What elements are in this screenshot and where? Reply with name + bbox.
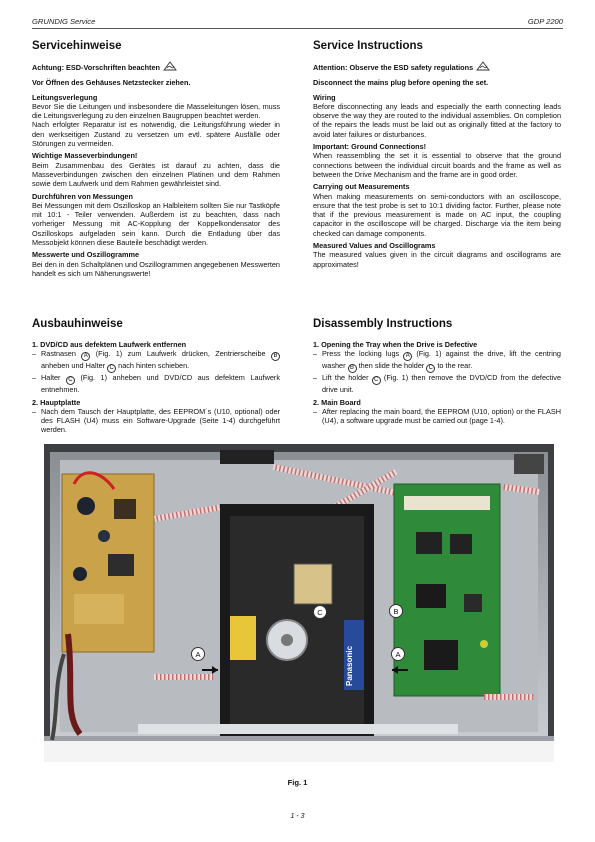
laser-label <box>230 616 256 660</box>
esd-attention-en: Attention: Observe the ESD safety regulations <box>313 61 561 72</box>
measure-text-de: Bei Messungen mit dem Oszilloskop an Halbleitern sollten Sie nur Tastköpfe mit 10:1 - Teiler verwenden. Außerdem ist zu beachten, dass nach vorheriger Messung mit AC-Kopplung der Koppelkondensator des Oszilloskops aufgeladen sein kann. Durch die Entladung über das Messobjekt können diese Bauteile beschädigt werden. <box>32 200 280 248</box>
disassembly-de <box>32 318 280 435</box>
esd-warning-icon <box>163 61 177 71</box>
wiring-text2-de: Nach erfolgter Reparatur ist es notwendig, die Leitungsführung wieder in den werkseitigen Zustand zu versetzen um evtl. spätere Ausfälle oder Störungen zu vermeiden. <box>32 120 280 149</box>
esd-attention-de: Achtung: ESD-Vorschriften beachten <box>32 61 280 72</box>
mains-warning-en: Disconnect the mains plug before opening the set. <box>313 78 489 88</box>
drive-brand-text: Panasonic <box>345 645 354 686</box>
disassembly-title-de: Ausbauhinweise <box>32 318 123 330</box>
measure-heading-de: Durchführen von Messungen <box>32 191 133 201</box>
marker-c: C <box>107 364 116 373</box>
mains-warning-de: Vor Öffnen des Gehäuses Netzstecker ziehen. <box>32 78 191 88</box>
marker-c: C <box>66 376 75 385</box>
measure-heading-en: Carrying out Measurements <box>313 182 410 192</box>
measure-text-en: When making measurements on semi-conductors with an oscilloscope, ensure that the test probe is set to 10:1 dividing factor. Further, please note that if the previous measurement is made on AC input, the coupling capacitor in the oscilloscope will be charged. Discharge via the item being checked can damage components. <box>313 191 561 238</box>
ground-text-en: When reassembling the set it is essential to observe that the ground connections between the individual circuit boards and the frame as well as between the Drive Mechanism and the frame are in good order. <box>313 151 561 179</box>
marker-b: B <box>271 352 280 361</box>
service-title-de: Servicehinweise <box>32 40 122 52</box>
marker-a: A <box>81 352 90 361</box>
values-text-en: The measured values given in the circuit diagrams and oscillograms are approximates! <box>313 250 561 269</box>
esd-warning-icon <box>476 61 490 71</box>
chassis-illustration <box>44 444 554 762</box>
step2-item1-de: – Nach dem Tausch der Hauptplatte, des EEPROM´s (U10, optional) oder des FLASH (U4) muss ein Software-Upgrade (Seite 1-4) durchgeführt werden. <box>32 407 280 435</box>
wiring-text-de: Bevor Sie die Leitungen und insbesondere die Masseleitungen lösen, muss die Leitungsverlegung zu den einzelnen Baugruppen beachtet werden. <box>32 101 280 121</box>
wiring-heading-en: Wiring <box>313 92 336 102</box>
service-notes-en <box>313 40 561 272</box>
service-notes-de <box>32 40 280 281</box>
step1-item1-en: – Press the locking lugs A (Fig. 1) against the drive, lift the centring washer B then slide the holder C to the rear. <box>313 349 561 373</box>
header-model: GDP 2200 <box>527 17 563 26</box>
service-title-en: Service Instructions <box>313 40 423 52</box>
page-number: 1 - 3 <box>290 813 305 820</box>
marker-c: C <box>372 376 381 385</box>
values-heading-en: Measured Values and Oscillograms <box>313 241 436 251</box>
values-text-de: Bei den in den Schaltplänen und Oszillogrammen angegebenen Messwerten handelt es sich um Näherungswerte! <box>32 259 280 278</box>
rear-connector <box>220 450 274 464</box>
step2-heading-en: 2. Main Board <box>313 397 361 407</box>
svg-text:B: B <box>393 607 399 616</box>
svg-text:C: C <box>317 608 323 617</box>
svg-text:A: A <box>395 650 401 659</box>
ground-heading-en: Important: Ground Connections! <box>313 142 427 152</box>
disassembly-title-en: Disassembly Instructions <box>313 318 453 330</box>
step1-item1-de: – Rastnasen A (Fig. 1) zum Laufwerk drücken, Zentrierscheibe B anheben und Halter C nach hinten schieben. <box>32 349 280 373</box>
wiring-text-en: Before disconnecting any leads and especially the earth connecting leads observe the way they are routed to the individual assemblies. On completion of the repairs the leads must be laid out as originally fitted at the factory to avoid later failures or disturbances. <box>313 101 561 139</box>
step2-heading-de: 2. Hauptplatte <box>32 397 81 407</box>
header-brand: GRUNDIG Service <box>32 17 96 26</box>
step1-item2-en: – Lift the holder C (Fig. 1) then remove the DVD/CD from the defective drive unit. <box>313 373 561 394</box>
wiring-heading-de: Leitungsverlegung <box>32 92 98 102</box>
svg-text:A: A <box>195 650 201 659</box>
step1-heading-de: 1. DVD/CD aus defektem Laufwerk entfernen <box>32 340 187 349</box>
marker-a: A <box>403 352 412 361</box>
header-rule <box>32 28 563 29</box>
chassis-photo <box>44 444 554 762</box>
step2-item1-en: – After replacing the main board, the EEPROM (U10, option) or the FLASH (U4), a software upgrade must be carried out (page 1-4). <box>313 407 561 426</box>
values-heading-de: Messwerte und Oszillogramme <box>32 250 140 260</box>
marker-b: B <box>348 364 357 373</box>
figure-caption: Fig. 1 <box>287 778 308 787</box>
marker-c: C <box>426 364 435 373</box>
ground-heading-de: Wichtige Masseverbindungen! <box>32 151 138 161</box>
step1-heading-en: 1. Opening the Tray when the Drive is Defective <box>313 340 478 349</box>
ground-text-de: Beim Zusammenbau des Gerätes ist darauf zu achten, dass die Masseverbindungen zwischen den einzelnen Platinen und dem Rahmen sowie dem Laufwerk und dem Rahmen gewährleistet sind. <box>32 160 280 189</box>
step1-item2-de: – Halter C (Fig. 1) anheben und DVD/CD aus defektem Laufwerk entnehmen. <box>32 373 280 394</box>
disassembly-en <box>313 318 561 425</box>
